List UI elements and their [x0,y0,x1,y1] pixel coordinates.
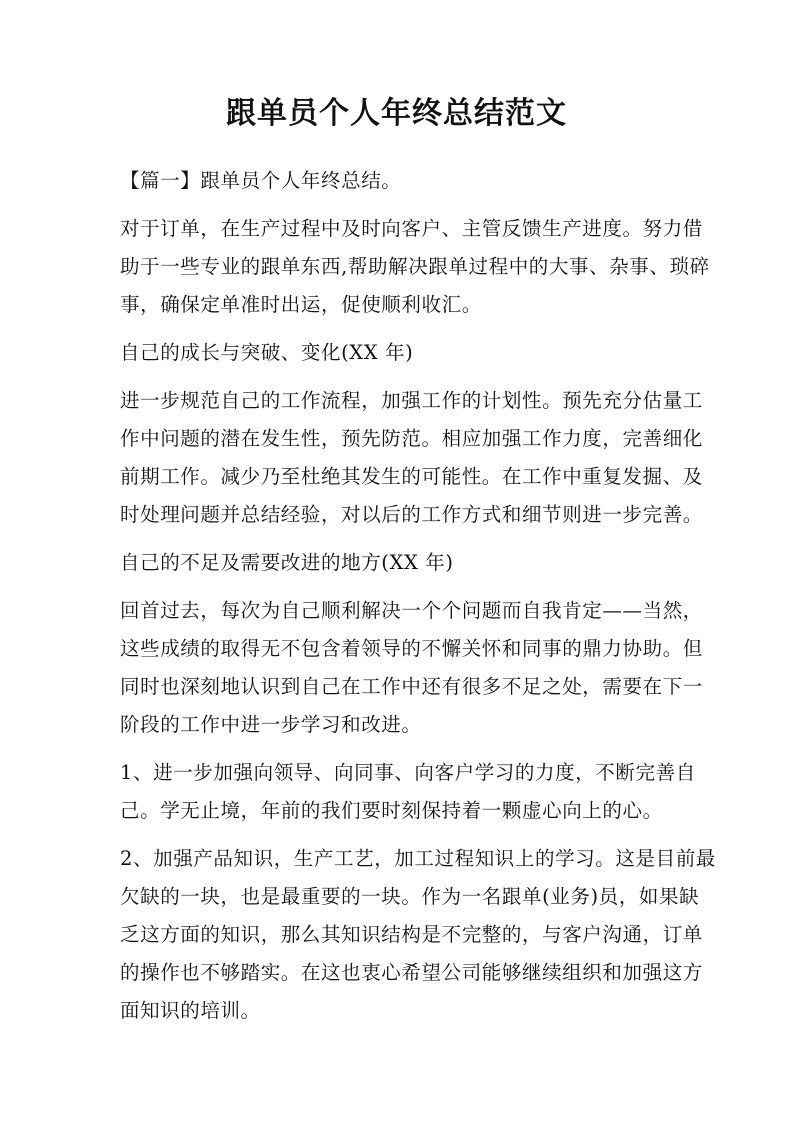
text-line: 的操作也不够踏实。在这也衷心希望公司能够继续组织和加强这方 [120,961,703,984]
paragraph-workflow [120,382,703,534]
paragraph-growth-heading [120,334,676,372]
text-line: 【篇一】跟单员个人年终总结。 [120,169,402,192]
text-line: 己。学无止境，年前的我们要时刻保持着一颗虚心向上的心。 [120,799,663,822]
text-line: 面知识的培训。 [120,999,261,1022]
text-line: 对于订单，在生产过程中及时向客户、主管反馈生产进度。努力借 [120,217,703,240]
text-line: 时处理问题并总结经验，对以后的工作方式和细节则进一步完善。 [120,503,703,526]
paragraph-item-2 [120,840,716,1030]
text-line: 欠缺的一块，也是最重要的一块。作为一名跟单(业务)员，如果缺 [120,885,700,908]
paragraph-shortcomings-heading [120,544,676,582]
text-line: 作中问题的潜在发生性，预先防范。相应加强工作力度，完善细化 [120,427,703,450]
text-line: 前期工作。减少乃至杜绝其发生的可能性。在工作中重复发掘、及 [120,465,703,488]
text-line: 同时也深刻地认识到自己在工作中还有很多不足之处，需要在下一 [120,675,703,698]
text-line: 阶段的工作中进一步学习和改进。 [120,713,422,736]
paragraph-order-follow-up [120,210,710,324]
paragraph-heading-part-one [120,162,676,200]
paragraph-item-1 [120,754,696,830]
text-line: 回首过去，每次为自己顺利解决一个个问题而自我肯定——当然， [120,599,703,622]
text-line: 事，确保定单准时出运，促使顺利收汇。 [120,293,482,316]
text-line: 自己的成长与突破、变化(XX 年) [120,341,414,364]
text-line: 助于一些专业的跟单东西,帮助解决跟单过程中的大事、杂事、琐碎 [120,255,710,278]
text-line: 进一步规范自己的工作流程，加强工作的计划性。预先充分估量工 [120,389,703,412]
text-line: 这些成绩的取得无不包含着领导的不懈关怀和同事的鼎力协助。但 [120,637,703,660]
text-line: 2、加强产品知识，生产工艺，加工过程知识上的学习。这是目前最 [120,847,716,870]
text-line: 乏这方面的知识，那么其知识结构是不完整的，与客户沟通，订单 [120,923,703,946]
text-line: 1、进一步加强向领导、向同事、向客户学习的力度，不断完善自 [120,761,696,784]
text-line: 自己的不足及需要改进的地方(XX 年) [120,551,454,574]
paragraph-retrospective [120,592,703,744]
document-body [120,162,716,1040]
document-title: 跟单员个人年终总结范文 [226,96,567,131]
